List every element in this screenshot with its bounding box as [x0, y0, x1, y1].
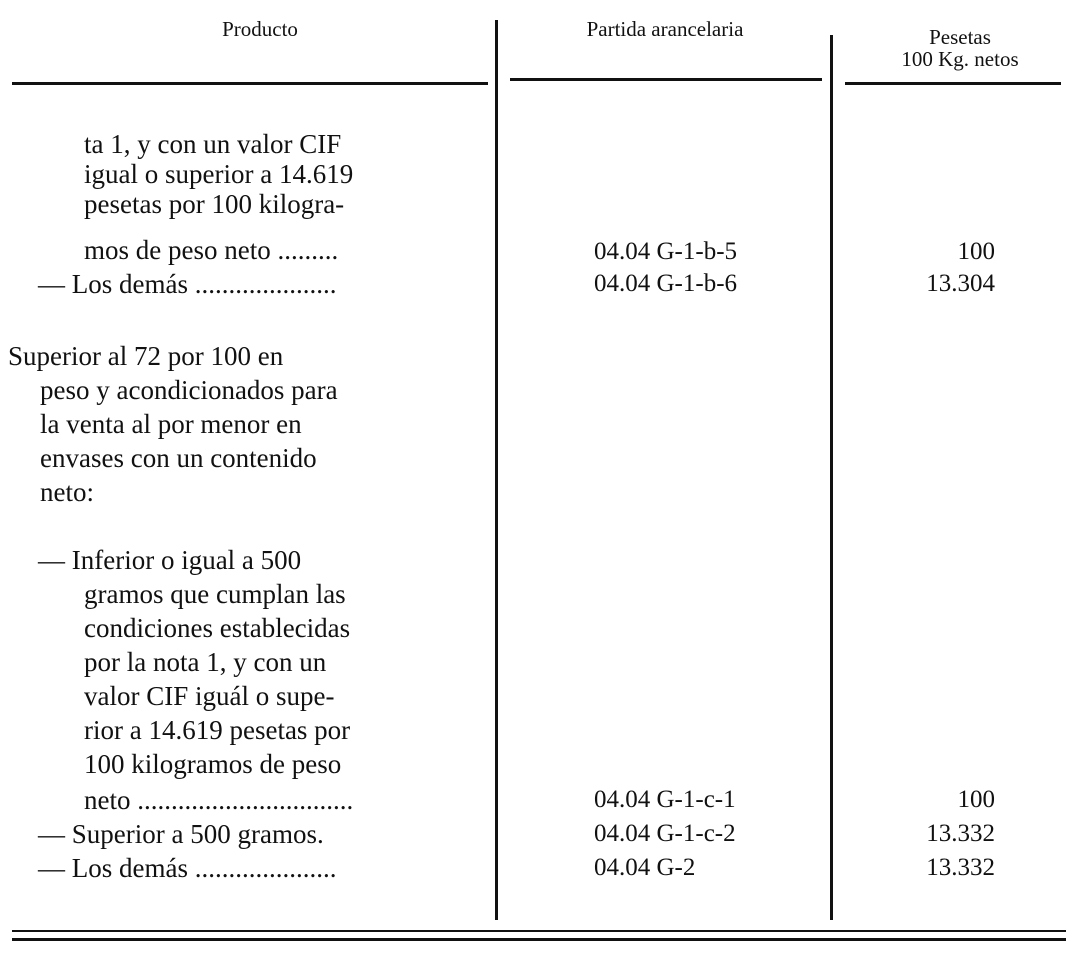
heading-line-5: neto:	[40, 477, 94, 507]
header-rule-producto	[12, 82, 488, 85]
row-6-code: 04.04 G-2	[594, 854, 696, 881]
row-1-line-1: ta 1, y con un valor CIF	[84, 129, 342, 159]
row-4-code: 04.04 G-1-c-1	[594, 786, 736, 813]
row-2-code: 04.04 G-1-b-6	[594, 270, 738, 297]
header-pesetas-line2: 100 Kg. netos	[901, 47, 1019, 71]
row-4-value: 100	[957, 786, 995, 813]
bottom-rule-bottom	[12, 938, 1066, 941]
column-divider-2	[830, 35, 833, 920]
row-1-line-4: mos de peso neto .........	[84, 235, 339, 265]
row-2-line-1: — Los demás .....................	[38, 269, 337, 299]
row-4-line-1: — Inferior o igual a 500	[38, 545, 302, 575]
bottom-rule-top	[12, 930, 1066, 932]
row-4-line-8: neto ................................	[84, 785, 354, 815]
row-4-line-2: gramos que cumplan las	[84, 579, 346, 609]
heading-line-3: la venta al por menor en	[40, 409, 302, 439]
header-rule-pesetas	[845, 82, 1061, 85]
header-partida-arancelaria: Partida arancelaria	[586, 17, 744, 41]
row-5-value: 13.332	[926, 820, 995, 847]
row-6-value: 13.332	[926, 854, 995, 881]
heading-line-4: envases con un contenido	[40, 443, 317, 473]
row-1-line-2: igual o superior a 14.619	[84, 159, 354, 189]
row-2-value: 13.304	[926, 270, 995, 297]
row-4-line-7: 100 kilogramos de peso	[84, 749, 342, 779]
row-4-line-3: condiciones establecidas	[84, 613, 351, 643]
heading-line-2: peso y acondicionados para	[40, 375, 338, 405]
row-6-line-1: — Los demás .....................	[38, 853, 337, 883]
header-rule-partida	[510, 78, 822, 81]
heading-line-1: Superior al 72 por 100 en	[8, 341, 284, 371]
row-1-code: 04.04 G-1-b-5	[594, 238, 738, 265]
row-4-line-5: valor CIF iguál o supe-	[84, 681, 335, 711]
row-4-line-6: rior a 14.619 pesetas por	[84, 715, 351, 745]
row-1-line-3: pesetas por 100 kilogra-	[84, 189, 345, 219]
row-5-line-1: — Superior a 500 gramos.	[38, 819, 324, 849]
row-1-value: 100	[957, 238, 995, 265]
header-producto: Producto	[222, 17, 298, 41]
row-4-line-4: por la nota 1, y con un	[84, 647, 327, 677]
column-divider-1	[495, 20, 498, 920]
header-pesetas-line1: Pesetas	[929, 25, 991, 49]
row-5-code: 04.04 G-1-c-2	[594, 820, 736, 847]
